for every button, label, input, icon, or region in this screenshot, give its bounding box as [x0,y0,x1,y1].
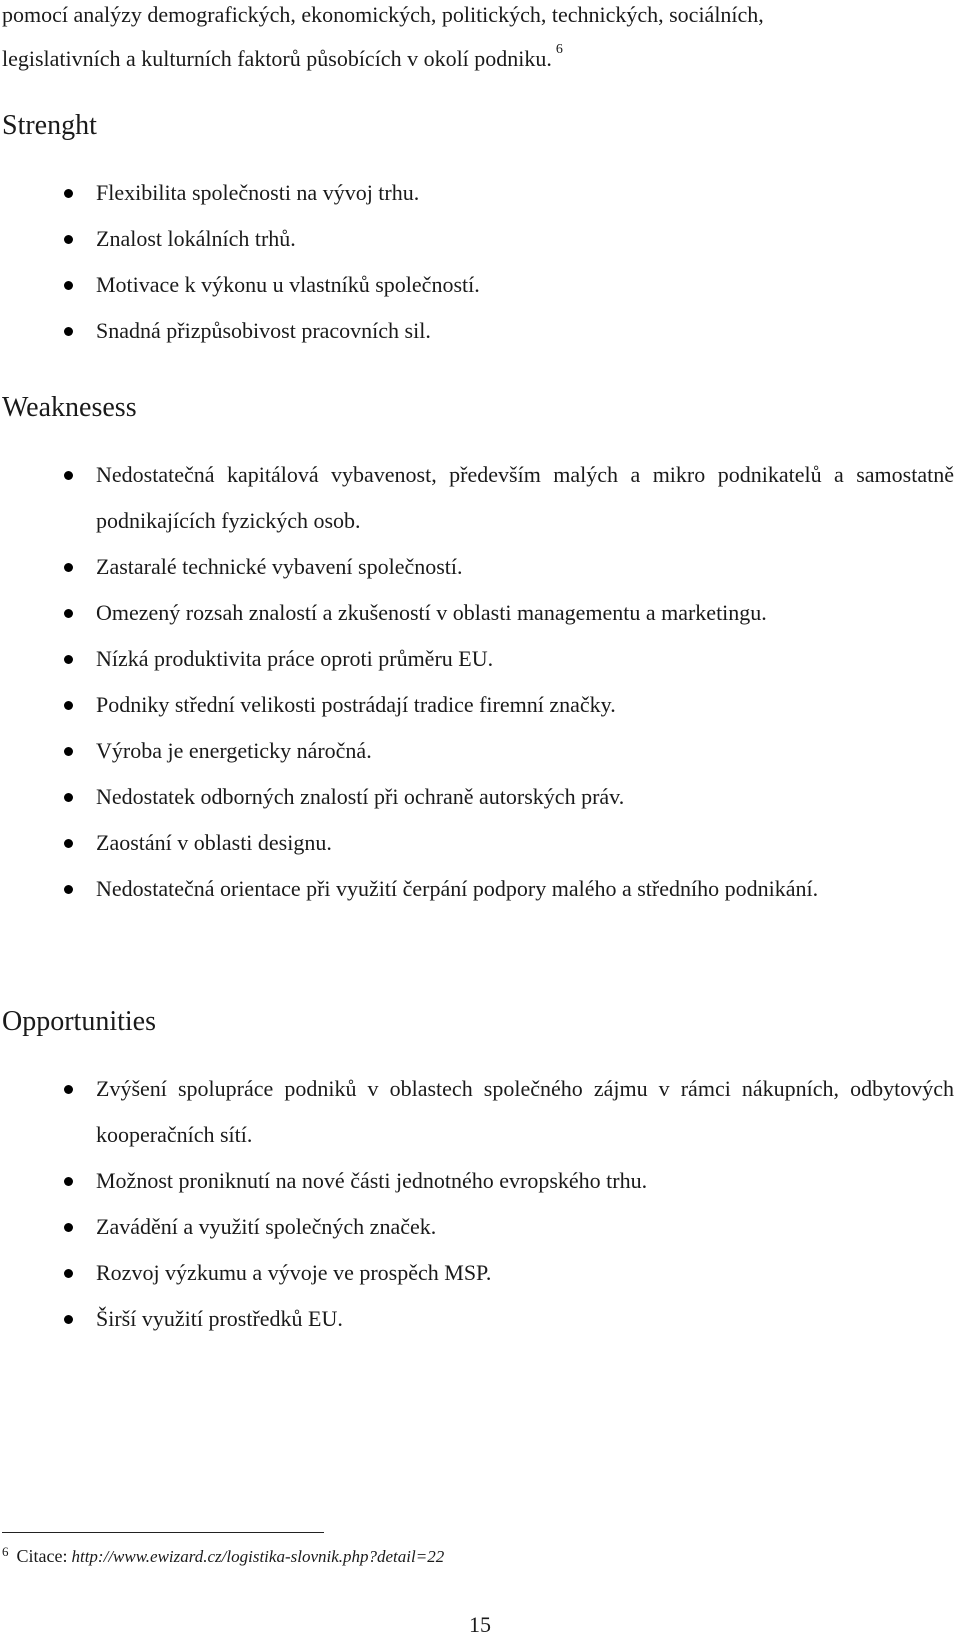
list-item-text: Nedostatek odborných znalostí při ochraně autorských práv. [96,784,625,809]
list-item-text: Omezený rozsah znalostí a zkušeností v oblasti managementu a marketingu. [96,600,767,625]
list-item-text: Širší využití prostředků EU. [96,1306,343,1331]
bullet-icon [64,235,73,244]
section-heading-opportunities: Opportunities [2,1006,156,1037]
bullet-icon [64,1177,73,1186]
list-item-text: Zaostání v oblasti designu. [96,830,332,855]
list-item-text: Nízká produktivita práce oproti průměru EU. [96,646,494,671]
intro-text: legislativních a kulturních faktorů působících v okolí podniku. [2,46,552,71]
bullet-icon [64,189,73,198]
strength-list [0,170,960,354]
list-item-text: Možnost proniknutí na nové části jednotného evropského trhu. [96,1168,648,1193]
list-item [0,774,960,820]
bullet-icon [64,281,73,290]
list-item [0,1204,960,1250]
bullet-icon [64,1315,73,1324]
bullet-icon [64,839,73,848]
footnote-label: Citace: [16,1546,68,1566]
list-item [0,1158,960,1204]
list-item [0,262,960,308]
list-item [0,544,960,590]
list-item [0,1296,960,1342]
list-item [0,1066,960,1158]
weakness-list [0,452,960,912]
section-heading-weakness: Weaknesess [2,392,137,423]
footnote-link[interactable]: http://www.ewizard.cz/logistika-slovnik.php?detail=22 [71,1547,445,1566]
list-item-text: Podniky střední velikosti postrádají tradice firemní značky. [96,692,616,717]
bullet-icon [64,701,73,710]
list-item [0,452,960,544]
list-item-text: Motivace k výkonu u vlastníků společností. [96,272,480,297]
list-item [0,308,960,354]
intro-text-line-2 [2,42,563,72]
footnote [2,1546,444,1567]
list-item [0,1250,960,1296]
page-number: 15 [469,1612,491,1637]
list-item [0,590,960,636]
bullet-icon [64,1269,73,1278]
list-item-text: Flexibilita společnosti na vývoj trhu. [96,180,420,205]
list-item [0,636,960,682]
bullet-icon [64,1223,73,1232]
intro-text: pomocí analýzy demografických, ekonomických, politických, technických, sociálních, [2,2,764,27]
list-item-text: Rozvoj výzkumu a vývoje ve prospěch MSP. [96,1260,492,1285]
list-item-text: Znalost lokálních trhů. [96,226,296,251]
list-item-text: Výroba je energeticky náročná. [96,738,372,763]
bullet-icon [64,747,73,756]
footnote-reference[interactable]: 6 [555,42,563,57]
list-item [0,820,960,866]
list-item-text: Nedostatečná kapitálová vybavenost, především malých a mikro podnikatelů a samostatně podnikajících fyzických osob. [96,462,954,533]
bullet-icon [64,471,73,480]
list-item [0,170,960,216]
bullet-icon [64,793,73,802]
opportunities-list [0,1066,960,1342]
list-item [0,728,960,774]
section-heading-strength: Strenght [2,110,97,141]
intro-text-line-1 [2,2,764,28]
list-item [0,216,960,262]
list-item [0,866,960,912]
bullet-icon [64,1085,73,1094]
footnote-divider [2,1532,324,1533]
list-item-text: Zvýšení spolupráce podniků v oblastech společného zájmu v rámci nákupních, odbytových kooperačních sítí. [96,1076,954,1147]
list-item-text: Zastaralé technické vybavení společností. [96,554,463,579]
list-item-text: Zavádění a využití společných značek. [96,1214,437,1239]
bullet-icon [64,655,73,664]
bullet-icon [64,563,73,572]
list-item-text: Snadná přizpůsobivost pracovních sil. [96,318,431,343]
footnote-number: 6 [2,1544,9,1559]
list-item [0,682,960,728]
bullet-icon [64,609,73,618]
list-item-text: Nedostatečná orientace při využití čerpání podpory malého a středního podnikání. [96,876,819,901]
bullet-icon [64,327,73,336]
bullet-icon [64,885,73,894]
